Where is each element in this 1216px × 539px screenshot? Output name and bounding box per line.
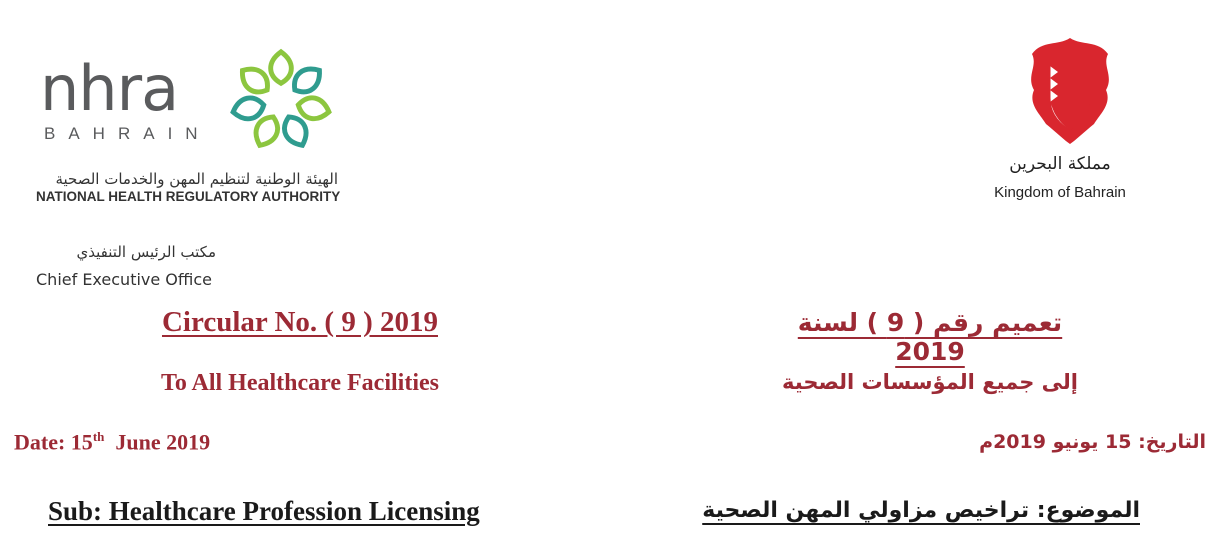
circular-title-arabic: تعميم رقم ( 9 ) لسنة 2019 — [797, 308, 1063, 366]
office-name-arabic: مكتب الرئيس التنفيذي — [76, 243, 216, 261]
date-english — [14, 429, 210, 455]
country-name-arabic: مملكة البحرين — [1009, 154, 1111, 174]
date-month-year: June 2019 — [115, 429, 211, 455]
date-arabic: التاريخ: 15 يونيو 2019م — [979, 431, 1206, 453]
country-name-english: Kingdom of Bahrain — [994, 184, 1126, 201]
audience-arabic: إلى جميع المؤسسات الصحية — [782, 370, 1078, 394]
flower-petal-ring-icon — [222, 42, 340, 160]
nhra-logo-text: nhra — [40, 52, 179, 125]
subject-english: Sub: Healthcare Profession Licensing — [48, 496, 480, 526]
circular-title-english: Circular No. ( 9 ) 2019 — [161, 306, 438, 338]
office-name-english: Chief Executive Office — [36, 270, 213, 289]
date-ordinal-suffix: th — [92, 429, 105, 444]
date-label: Date: 15 — [14, 429, 93, 455]
org-name-english: NATIONAL HEALTH REGULATORY AUTHORITY — [36, 189, 341, 204]
nhra-logo-subtext: BAHRAIN — [44, 124, 211, 143]
petal-icon — [231, 52, 331, 150]
audience-english: To All Healthcare Facilities — [161, 370, 439, 396]
subject-arabic: الموضوع: تراخيص مزاولي المهن الصحية — [702, 498, 1140, 523]
org-name-arabic: الهيئة الوطنية لتنظيم المهن والخدمات الصحية — [55, 170, 338, 188]
bahrain-coat-of-arms-icon — [1022, 36, 1118, 146]
